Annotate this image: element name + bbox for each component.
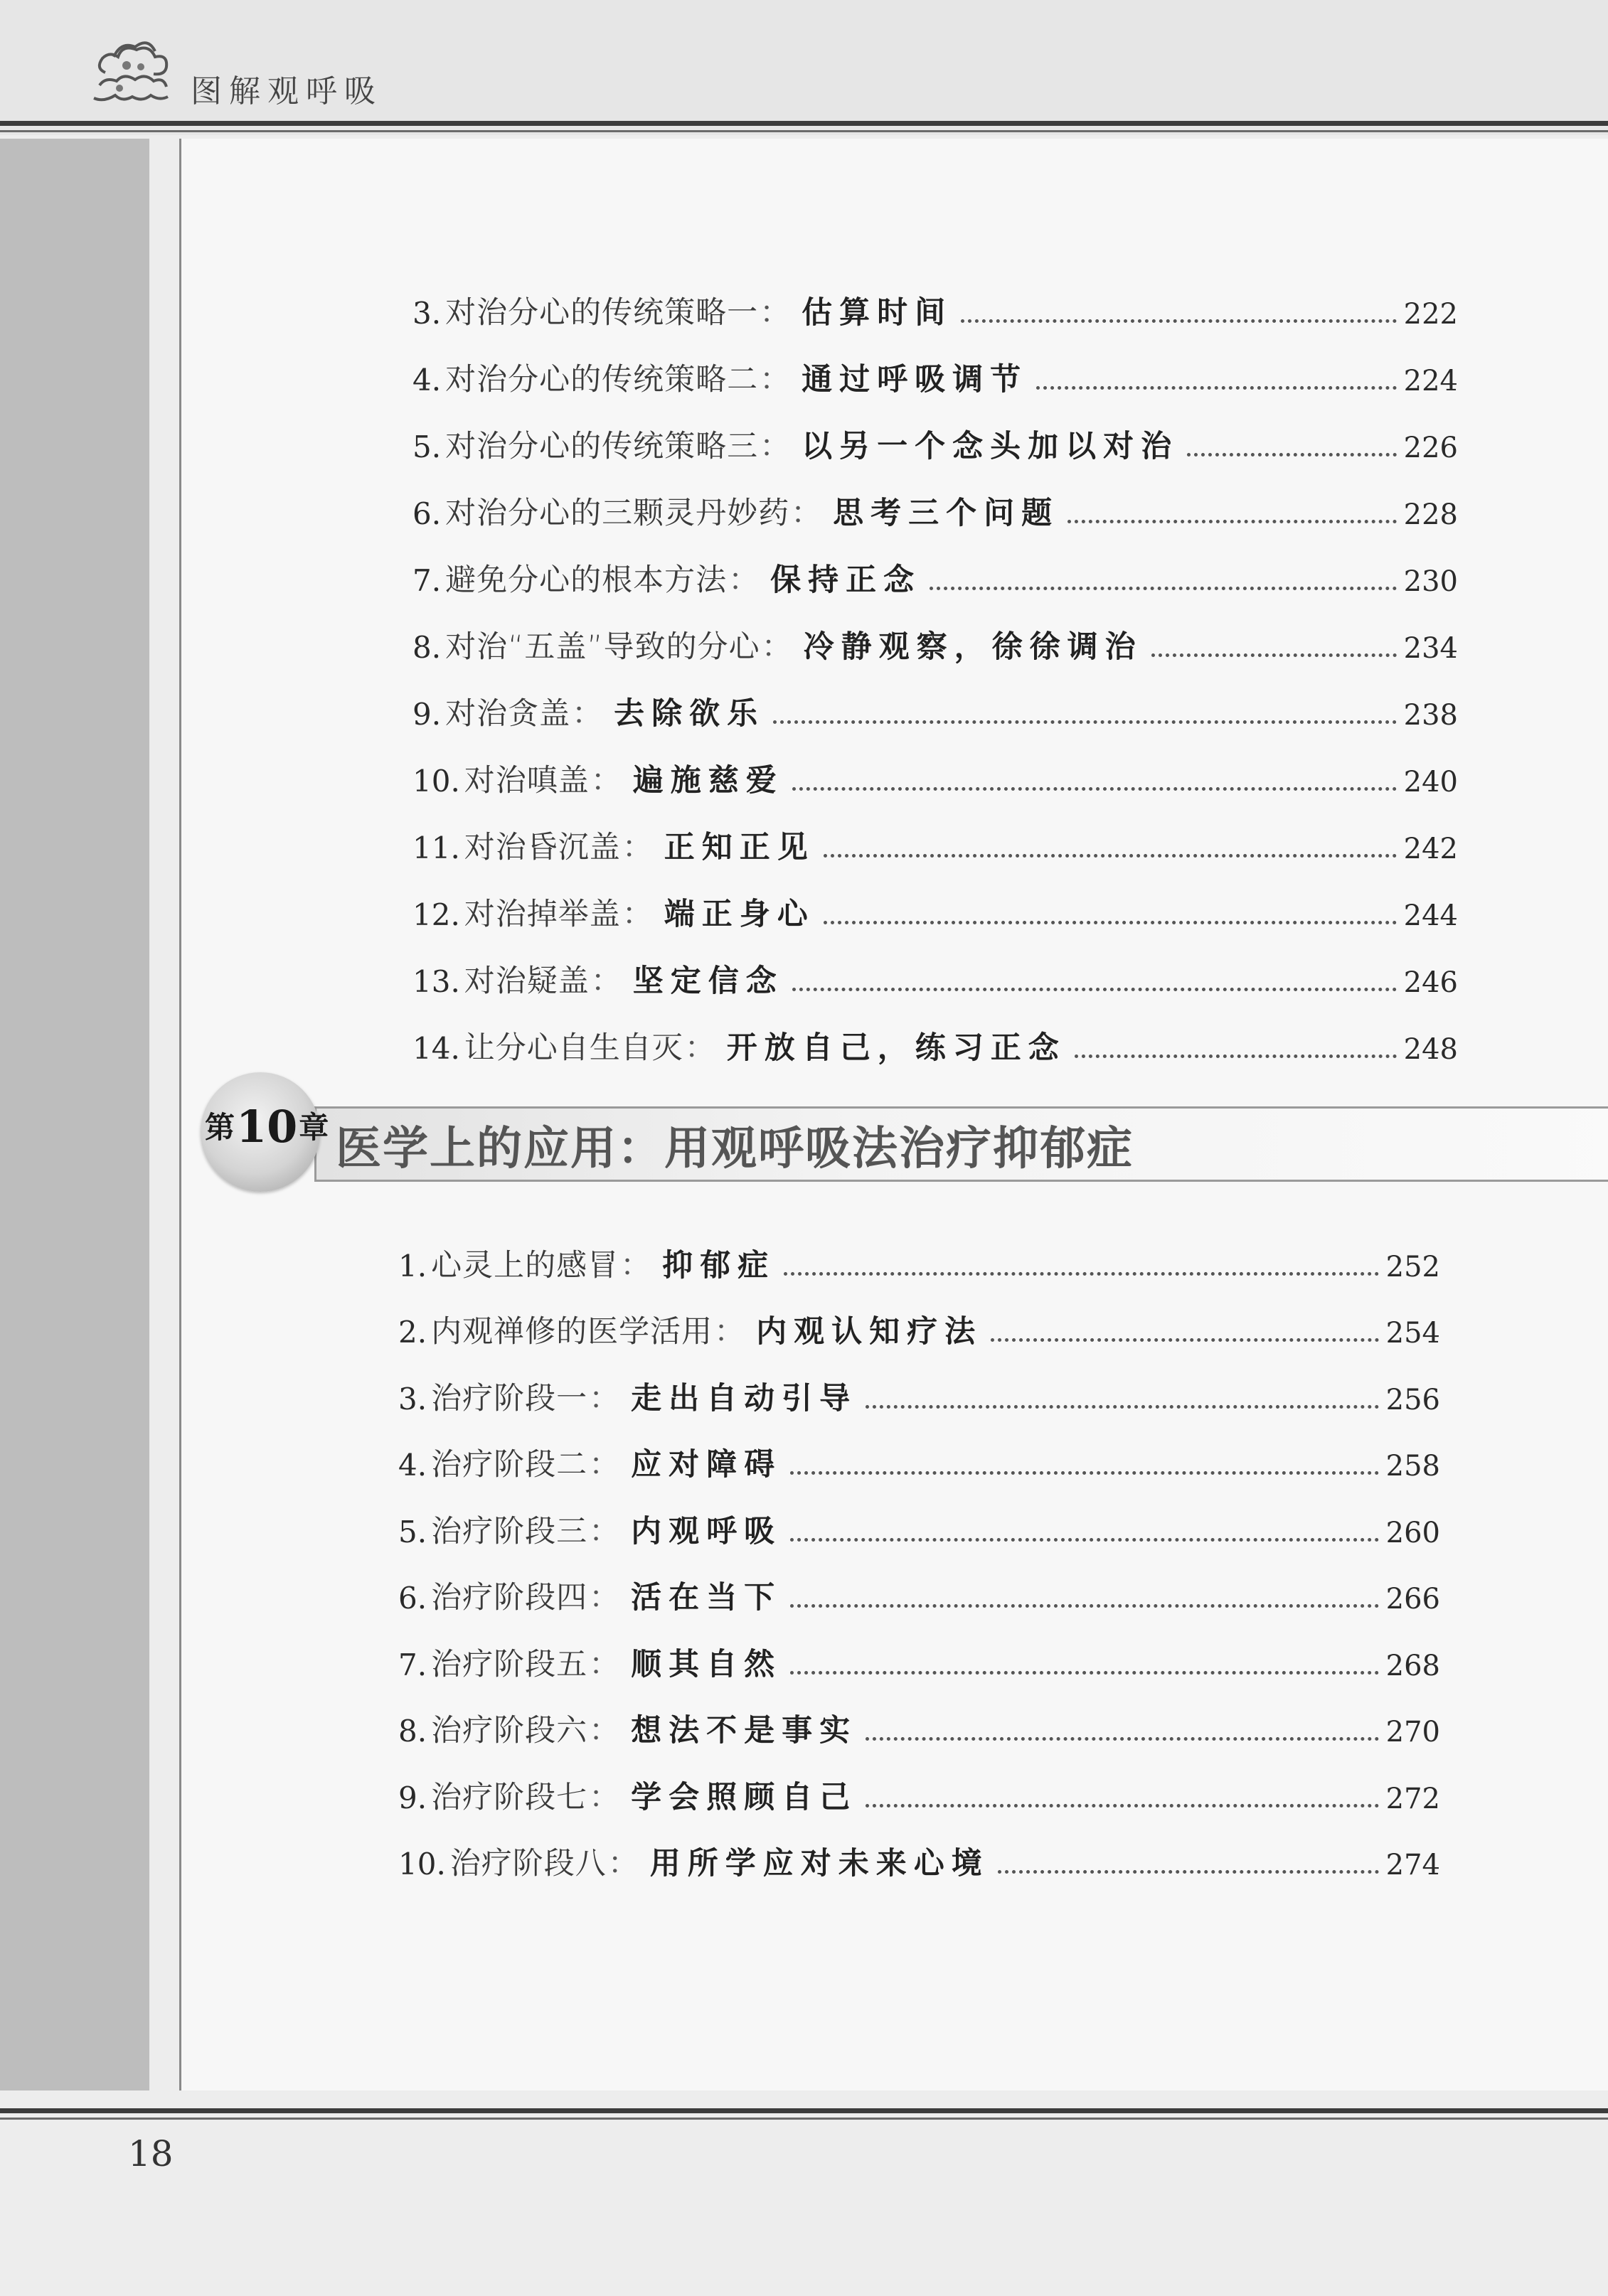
toc-entry-title: 对治分心的三颗灵丹妙药 (445, 496, 790, 531)
footer-rule (0, 2108, 1608, 2113)
toc-entry-title: 治疗阶段二 (431, 1447, 588, 1483)
toc-entry-number: 10. (398, 1847, 446, 1881)
toc-entry-page: 238 (1403, 699, 1458, 732)
toc-entry-number: 12. (412, 897, 460, 932)
toc-entry-subtitle: 开放自己，练习正念 (726, 1030, 1066, 1066)
toc-entry-page: 254 (1385, 1317, 1440, 1350)
toc-entry-title: 对治“五盖”导致的分心 (445, 629, 760, 665)
toc-entry-subtitle: 想法不是事实 (631, 1713, 858, 1748)
toc-entry-separator: ： (590, 763, 622, 799)
toc-entry-title: 对治分心的传统策略三 (445, 429, 759, 464)
toc-entry-separator: ： (607, 1846, 639, 1881)
toc-entry-number: 8. (398, 1714, 427, 1748)
toc-entry[interactable] (412, 796, 1458, 863)
toc-entry-number: 7. (398, 1647, 427, 1682)
toc-entry[interactable] (412, 663, 1458, 730)
toc-entry-title: 让分心自生自灭 (464, 1030, 683, 1066)
toc-entry[interactable] (398, 1214, 1440, 1281)
toc-entry-page: 266 (1385, 1583, 1440, 1616)
toc-entry-title: 治疗阶段七 (431, 1779, 588, 1815)
toc-entry[interactable] (398, 1547, 1440, 1614)
page-header (0, 0, 1608, 135)
toc-entry-number: 10. (412, 764, 460, 799)
toc-entry-subtitle: 去除欲乐 (614, 696, 765, 732)
toc-leader-dots (790, 1538, 1379, 1542)
chapter-title: 医学上的应用：用观呼吸法治疗抑郁症 (336, 1122, 1134, 1175)
toc-entry-title: 对治掉举盖 (464, 897, 621, 932)
toc-entry-number: 13. (412, 964, 460, 999)
toc-entry[interactable] (398, 1680, 1440, 1747)
toc-entry-page: 274 (1385, 1849, 1440, 1881)
toc-entry-title: 对治嗔盖 (464, 763, 590, 799)
toc-entry[interactable] (398, 1480, 1440, 1547)
toc-entry-subtitle: 冷静观察，徐徐调治 (803, 629, 1143, 665)
toc-entry-number: 5. (398, 1514, 427, 1549)
toc-leader-dots (1075, 1054, 1397, 1058)
toc-leader-dots (1067, 520, 1397, 523)
toc-entry[interactable] (412, 329, 1458, 395)
toc-entry-page: 222 (1403, 298, 1458, 331)
toc-entry-subtitle: 内观呼吸 (631, 1513, 782, 1549)
toc-leader-dots (961, 319, 1397, 323)
toc-entry-separator: ： (760, 429, 791, 464)
toc-entry-title: 治疗阶段八 (449, 1846, 607, 1881)
toc-entry-title: 治疗阶段五 (431, 1646, 588, 1682)
toc-entry-subtitle: 应对障碍 (631, 1447, 782, 1483)
toc-entry-page: 258 (1385, 1450, 1440, 1483)
toc-entry-title: 对治疑盖 (464, 963, 590, 999)
toc-entry-subtitle: 估算时间 (802, 295, 953, 331)
toc-entry-number: 6. (398, 1581, 427, 1616)
toc-entry-number: 7. (412, 563, 442, 598)
toc-entry-title: 对治分心的传统策略二 (445, 362, 759, 397)
toc-list-chapter-9-continued (412, 262, 1458, 1064)
toc-entry[interactable] (412, 395, 1458, 462)
toc-entry-subtitle: 通过呼吸调节 (802, 362, 1028, 397)
toc-entry-page: 228 (1403, 498, 1458, 531)
toc-entry-title: 心灵上的感冒 (431, 1247, 619, 1283)
margin-divider (179, 139, 181, 2091)
toc-leader-dots (1151, 653, 1397, 657)
toc-entry-separator: ： (572, 696, 603, 732)
toc-entry[interactable] (412, 930, 1458, 997)
toc-entry-number: 3. (412, 296, 442, 331)
toc-entry[interactable] (412, 730, 1458, 799)
toc-entry-page: 244 (1403, 899, 1458, 932)
toc-entry-page: 230 (1403, 565, 1458, 598)
toc-entry-separator: ： (760, 295, 791, 331)
toc-entry[interactable] (412, 863, 1458, 930)
toc-entry-title: 对治分心的传统策略一 (445, 295, 759, 331)
toc-entry[interactable] (398, 1813, 1440, 1880)
toc-entry-subtitle: 内观认知疗法 (756, 1314, 983, 1350)
left-margin-band (0, 139, 149, 2091)
toc-entry-separator: ： (589, 1513, 620, 1549)
toc-entry-page: 246 (1403, 966, 1458, 999)
toc-entry-page: 224 (1403, 365, 1458, 397)
toc-entry-separator: ： (589, 1646, 620, 1682)
toc-entry[interactable] (398, 1746, 1440, 1813)
book-title: 图解观呼吸 (191, 73, 383, 110)
chapter-suffix: 章 (299, 1110, 329, 1145)
toc-entry-separator: ： (761, 629, 792, 665)
toc-entry-number: 8. (412, 630, 442, 665)
toc-entry[interactable] (412, 997, 1458, 1064)
toc-leader-dots (991, 1338, 1379, 1342)
toc-entry[interactable] (412, 529, 1458, 596)
toc-entry[interactable] (398, 1613, 1440, 1680)
toc-list-chapter-10 (398, 1214, 1440, 1879)
header-rule-thin (0, 130, 1608, 132)
toc-entry-number: 6. (412, 496, 442, 531)
toc-entry-separator: ： (714, 1314, 745, 1350)
toc-entry-number: 9. (412, 697, 442, 732)
toc-leader-dots (790, 1671, 1379, 1675)
page-number: 18 (128, 2133, 174, 2174)
toc-entry-separator: ： (684, 1030, 715, 1066)
toc-entry-subtitle: 抑郁症 (662, 1247, 776, 1283)
toc-leader-dots (824, 854, 1397, 858)
toc-entry-title: 内观禅修的医学活用 (431, 1314, 713, 1350)
toc-entry-subtitle: 正知正见 (664, 830, 815, 865)
toc-leader-dots (773, 720, 1397, 724)
toc-leader-dots (1187, 453, 1397, 456)
toc-entry[interactable] (398, 1281, 1440, 1348)
toc-entry-page: 240 (1403, 766, 1458, 799)
toc-leader-dots (790, 1604, 1379, 1608)
toc-entry-separator: ： (622, 897, 653, 932)
toc-entry-subtitle: 遍施慈爱 (632, 763, 784, 799)
toc-leader-dots (998, 1870, 1379, 1874)
toc-entry-page: 268 (1385, 1649, 1440, 1682)
toc-entry-separator: ： (589, 1713, 620, 1748)
toc-entry-separator: ： (589, 1447, 620, 1483)
toc-leader-dots (866, 1737, 1379, 1741)
toc-entry-separator: ： (589, 1380, 620, 1416)
toc-entry-title: 对治贪盖 (445, 696, 571, 732)
toc-entry-page: 226 (1403, 432, 1458, 464)
toc-entry-separator: ： (589, 1779, 620, 1815)
toc-leader-dots (866, 1804, 1379, 1808)
toc-leader-dots (790, 1471, 1379, 1475)
toc-entry-page: 256 (1385, 1383, 1440, 1416)
toc-entry-separator: ： (589, 1580, 620, 1616)
toc-entry-title: 治疗阶段六 (431, 1713, 588, 1748)
toc-entry[interactable] (412, 596, 1458, 663)
toc-entry-page: 272 (1385, 1782, 1440, 1815)
toc-entry[interactable] (398, 1414, 1440, 1481)
toc-leader-dots (792, 988, 1397, 991)
toc-entry-number: 4. (398, 1448, 427, 1483)
toc-entry[interactable] (398, 1347, 1440, 1414)
toc-leader-dots (1036, 386, 1397, 390)
toc-entry-page: 260 (1385, 1516, 1440, 1549)
toc-leader-dots (784, 1272, 1379, 1276)
toc-entry-number: 2. (398, 1315, 427, 1350)
cloud-emblem-icon (85, 28, 178, 114)
chapter-number-label (205, 1101, 329, 1153)
toc-leader-dots (930, 587, 1397, 590)
toc-entry-subtitle: 坚定信念 (632, 963, 784, 999)
toc-entry[interactable] (412, 462, 1458, 529)
toc-entry-title: 避免分心的根本方法 (445, 562, 728, 598)
toc-leader-dots (824, 921, 1397, 924)
toc-entry-subtitle: 思考三个问题 (833, 496, 1060, 531)
toc-entry-page: 234 (1403, 632, 1458, 665)
toc-entry-separator: ： (622, 830, 653, 865)
toc-entry-number: 4. (412, 363, 442, 397)
chapter-prefix: 第 (205, 1110, 235, 1145)
toc-leader-dots (866, 1405, 1379, 1409)
toc-leader-dots (792, 787, 1397, 791)
toc-entry[interactable] (412, 262, 1458, 329)
toc-entry-page: 270 (1385, 1716, 1440, 1748)
toc-entry-number: 14. (412, 1031, 460, 1066)
toc-entry-title: 对治昏沉盖 (464, 830, 621, 865)
toc-entry-separator: ： (620, 1247, 651, 1283)
toc-entry-subtitle: 走出自动引导 (631, 1380, 858, 1416)
toc-entry-subtitle: 活在当下 (631, 1580, 782, 1616)
toc-entry-title: 治疗阶段一 (431, 1380, 588, 1416)
chapter-banner (201, 1067, 1452, 1180)
toc-entry-separator: ： (590, 963, 622, 999)
toc-entry-subtitle: 以另一个念头加以对治 (802, 429, 1179, 464)
toc-entry-separator: ： (728, 562, 760, 598)
toc-entry-separator: ： (760, 362, 791, 397)
toc-entry-subtitle: 用所学应对未来心境 (649, 1846, 989, 1881)
toc-entry-number: 1. (398, 1248, 427, 1283)
toc-entry-subtitle: 保持正念 (770, 562, 922, 598)
toc-entry-title: 治疗阶段三 (431, 1513, 588, 1549)
toc-entry-page: 252 (1385, 1250, 1440, 1283)
chapter-number: 10 (236, 1101, 298, 1153)
toc-entry-subtitle: 端正身心 (664, 897, 815, 932)
toc-entry-number: 11. (412, 831, 460, 865)
toc-entry-page: 248 (1403, 1033, 1458, 1066)
toc-entry-number: 5. (412, 429, 442, 464)
toc-entry-separator: ： (791, 496, 822, 531)
toc-entry-number: 3. (398, 1381, 427, 1416)
toc-entry-title: 治疗阶段四 (431, 1580, 588, 1616)
toc-entry-subtitle: 学会照顾自己 (631, 1779, 858, 1815)
toc-entry-page: 242 (1403, 833, 1458, 865)
header-rule (0, 121, 1608, 126)
toc-entry-number: 9. (398, 1780, 427, 1815)
footer-rule-thin (0, 2118, 1608, 2120)
toc-entry-subtitle: 顺其自然 (631, 1646, 782, 1682)
